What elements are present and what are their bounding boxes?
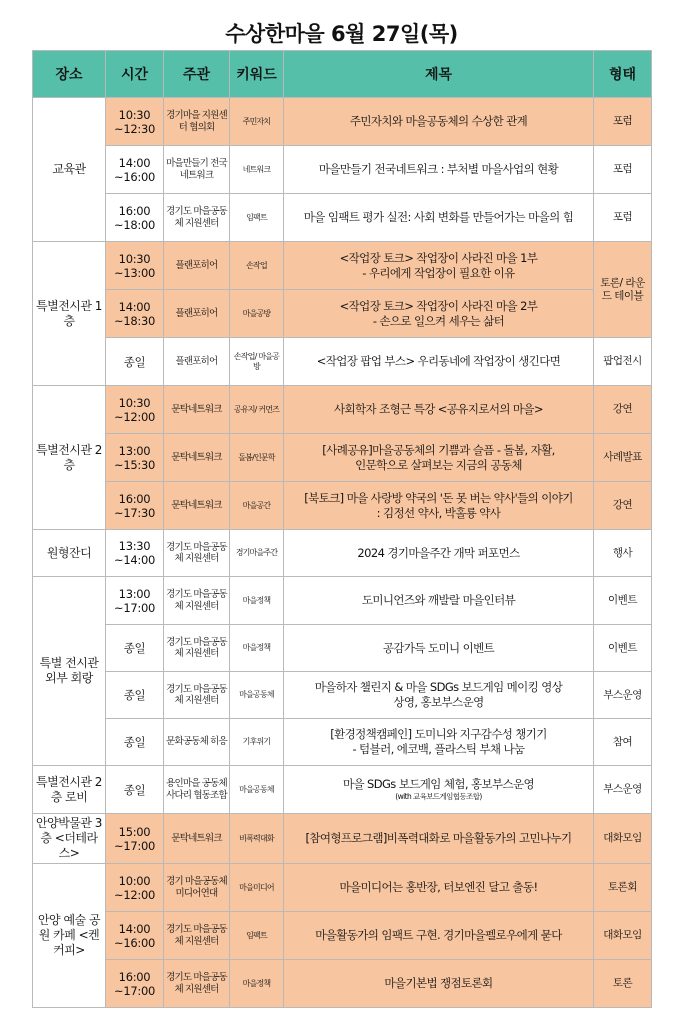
time-cell: 15:00 ~17:00 bbox=[106, 814, 164, 864]
title-line: [환경정책캠페인] 도미니와 지구감수성 챙기기 bbox=[330, 727, 547, 741]
place-cell: 안양 예술 공원 카페 <켄커피> bbox=[33, 864, 106, 1008]
title-line: - 우리에게 작업장이 필요한 이유 bbox=[362, 265, 515, 280]
title-cell: 마을활동가의 임팩트 구현. 경기마을펠로우에게 묻다 bbox=[284, 912, 594, 960]
type-cell: 부스운영 bbox=[594, 672, 652, 719]
host-cell: 경기도 마을공동체 지원센터 bbox=[164, 577, 230, 625]
host-cell: 문탁네트워크 bbox=[164, 482, 230, 530]
title-cell: 2024 경기마을주간 개막 퍼포먼스 bbox=[284, 530, 594, 577]
table-row bbox=[33, 98, 652, 146]
host-cell: 문탁네트워크 bbox=[164, 814, 230, 864]
type-cell: 토론/ 라운드 테이블 bbox=[594, 242, 652, 338]
keyword-cell: 주민자치 bbox=[230, 98, 284, 146]
time-cell: 16:00 ~18:00 bbox=[106, 194, 164, 242]
title-line: [북토크] 마을 사랑방 약국의 '돈 못 버는 약사'들의 이야기 bbox=[304, 490, 573, 505]
keyword-cell: 경기마을주간 bbox=[230, 530, 284, 577]
keyword-cell: 임팩트 bbox=[230, 912, 284, 960]
keyword-cell: 비폭력대화 bbox=[230, 814, 284, 864]
time-cell: 13:00 ~15:30 bbox=[106, 434, 164, 482]
type-cell: 포럼 bbox=[594, 98, 652, 146]
type-cell: 대화모임 bbox=[594, 814, 652, 864]
time-cell: 종일 bbox=[106, 719, 164, 766]
table-row bbox=[33, 482, 652, 530]
host-cell: 경기 마을공동체 미디어연대 bbox=[164, 864, 230, 912]
keyword-cell: 돌봄/인문학 bbox=[230, 434, 284, 482]
type-cell: 행사 bbox=[594, 530, 652, 577]
keyword-cell: 마을미디어 bbox=[230, 864, 284, 912]
type-cell: 대화모임 bbox=[594, 912, 652, 960]
keyword-cell: 마을정책 bbox=[230, 577, 284, 625]
table-row bbox=[33, 814, 652, 864]
place-cell: 특별전시관 2층 bbox=[33, 386, 106, 530]
header-type: 형태 bbox=[594, 51, 652, 98]
header-place: 장소 bbox=[33, 51, 106, 98]
header-row bbox=[33, 51, 652, 98]
keyword-cell: 마을공동체 bbox=[230, 766, 284, 814]
title-cell bbox=[284, 766, 594, 814]
title-cell bbox=[284, 482, 594, 530]
type-cell: 포럼 bbox=[594, 146, 652, 194]
header-title: 제목 bbox=[284, 51, 594, 98]
type-cell: 부스운영 bbox=[594, 766, 652, 814]
type-cell: 사례발표 bbox=[594, 434, 652, 482]
title-line: : 김정선 약사, 박홀룡 약사 bbox=[376, 505, 501, 520]
table-row bbox=[33, 386, 652, 434]
keyword-cell: 마을정책 bbox=[230, 625, 284, 672]
time-cell: 16:00 ~17:30 bbox=[106, 482, 164, 530]
host-cell: 마을만들기 전국 네트워크 bbox=[164, 146, 230, 194]
title-cell: [참여형프로그램]비폭력대화로 마을활동가의 고민나누기 bbox=[284, 814, 594, 864]
table-row bbox=[33, 194, 652, 242]
table-row bbox=[33, 146, 652, 194]
host-cell: 플랜포히어 bbox=[164, 242, 230, 290]
table-row bbox=[33, 912, 652, 960]
type-cell: 토론 bbox=[594, 960, 652, 1008]
table-row bbox=[33, 719, 652, 766]
place-cell: 안양박물관 3층 <더테라스> bbox=[33, 814, 106, 864]
table-row bbox=[33, 672, 652, 719]
time-cell: 종일 bbox=[106, 766, 164, 814]
place-cell: 특별전시관 2층 로비 bbox=[33, 766, 106, 814]
type-cell: 토론회 bbox=[594, 864, 652, 912]
table-row bbox=[33, 242, 652, 290]
host-cell: 경기도 마을공동체 지원센터 bbox=[164, 625, 230, 672]
title-line: 상영, 홍보부스운영 bbox=[393, 695, 484, 709]
schedule-table bbox=[32, 50, 652, 1008]
type-cell: 팝업전시 bbox=[594, 338, 652, 386]
title-cell: 주민자치와 마을공동체의 수상한 관계 bbox=[284, 98, 594, 146]
table-row bbox=[33, 530, 652, 577]
keyword-cell: 공유지/ 커먼즈 bbox=[230, 386, 284, 434]
title-line: 마을 SDGs 보드게임 체험, 홍보부스운영 bbox=[342, 777, 535, 791]
title-cell: 마을미디어는 홍반장, 터보엔진 달고 출동! bbox=[284, 864, 594, 912]
table-row bbox=[33, 290, 652, 338]
title-cell: 마을기본법 쟁점토론회 bbox=[284, 960, 594, 1008]
place-cell: 원형잔디 bbox=[33, 530, 106, 577]
type-cell: 이벤트 bbox=[594, 577, 652, 625]
host-cell: 경기도 마을공동체 지원센터 bbox=[164, 530, 230, 577]
time-cell: 10:30 ~12:00 bbox=[106, 386, 164, 434]
title-line: <작업장 토크> 작업장이 사라진 마을 1부 bbox=[339, 250, 538, 265]
host-cell: 경기도 마을공동체 지원센터 bbox=[164, 912, 230, 960]
keyword-cell: 네트워크 bbox=[230, 146, 284, 194]
keyword-cell: 마을공간 bbox=[230, 482, 284, 530]
type-cell: 참여 bbox=[594, 719, 652, 766]
host-cell: 문탁네트워크 bbox=[164, 434, 230, 482]
title-cell: <작업장 팝업 부스> 우리동네에 작업장이 생긴다면 bbox=[284, 338, 594, 386]
table-row bbox=[33, 577, 652, 625]
time-cell: 14:00 ~18:30 bbox=[106, 290, 164, 338]
table-row bbox=[33, 434, 652, 482]
time-cell: 10:30 ~12:30 bbox=[106, 98, 164, 146]
title-cell bbox=[284, 434, 594, 482]
host-cell: 경기도 마을공동체 지원센터 bbox=[164, 672, 230, 719]
keyword-cell: 기후위기 bbox=[230, 719, 284, 766]
header-keyword: 키워드 bbox=[230, 51, 284, 98]
host-cell: 플랜포히어 bbox=[164, 338, 230, 386]
keyword-cell: 마을공동체 bbox=[230, 672, 284, 719]
place-cell: 교육관 bbox=[33, 98, 106, 242]
host-cell: 경기도 마을공동체 지원센터 bbox=[164, 960, 230, 1008]
title-line: - 텀블러, 에코백, 플라스틱 부채 나눔 bbox=[352, 742, 525, 756]
title-line: <작업장 토크> 작업장이 사라진 마을 2부 bbox=[339, 298, 538, 313]
host-cell: 문화공동체 히응 bbox=[164, 719, 230, 766]
table-row bbox=[33, 864, 652, 912]
time-cell: 14:00 ~16:00 bbox=[106, 912, 164, 960]
host-cell: 경기도 마을공동체 지원센터 bbox=[164, 194, 230, 242]
title-cell bbox=[284, 672, 594, 719]
title-cell: 도미니언즈와 깨발랄 마을인터뷰 bbox=[284, 577, 594, 625]
table-row bbox=[33, 625, 652, 672]
time-cell: 16:00 ~17:00 bbox=[106, 960, 164, 1008]
table-row bbox=[33, 766, 652, 814]
type-cell: 강연 bbox=[594, 482, 652, 530]
host-cell: 경기마을 지원센터 협의회 bbox=[164, 98, 230, 146]
header-time: 시간 bbox=[106, 51, 164, 98]
table-row bbox=[33, 960, 652, 1008]
place-cell: 특별 전시관 외부 회랑 bbox=[33, 577, 106, 766]
title-subnote: (with 교육보드게임협동조합) bbox=[395, 792, 482, 801]
page-title: 수상한마을 6월 27일(목) bbox=[225, 22, 458, 46]
type-cell: 이벤트 bbox=[594, 625, 652, 672]
keyword-cell: 손작업/ 마을공방 bbox=[230, 338, 284, 386]
title-cell bbox=[284, 290, 594, 338]
type-cell: 강연 bbox=[594, 386, 652, 434]
host-cell: 플랜포히어 bbox=[164, 290, 230, 338]
title-line: - 손으로 일으켜 세우는 삶터 bbox=[372, 313, 505, 328]
table-row bbox=[33, 338, 652, 386]
keyword-cell: 마을정책 bbox=[230, 960, 284, 1008]
title-cell: 마을만들기 전국네트워크 : 부처별 마을사업의 현황 bbox=[284, 146, 594, 194]
keyword-cell: 임팩트 bbox=[230, 194, 284, 242]
header-host: 주관 bbox=[164, 51, 230, 98]
title-cell bbox=[284, 719, 594, 766]
host-cell: 문탁네트워크 bbox=[164, 386, 230, 434]
title-line: [사례공유]마을공동체의 기쁨과 슬픔 - 돌봄, 자활, bbox=[322, 442, 555, 457]
time-cell: 13:00 ~17:00 bbox=[106, 577, 164, 625]
title-cell: 사회학자 조형근 특강 <공유지로서의 마을> bbox=[284, 386, 594, 434]
place-cell: 특별전시관 1층 bbox=[33, 242, 106, 386]
time-cell: 10:30 ~13:00 bbox=[106, 242, 164, 290]
time-cell: 14:00 ~16:00 bbox=[106, 146, 164, 194]
title-cell: 마을 임팩트 평가 실전: 사회 변화를 만들어가는 마을의 힘 bbox=[284, 194, 594, 242]
time-cell: 종일 bbox=[106, 672, 164, 719]
title-cell bbox=[284, 242, 594, 290]
host-cell: 용인마을 공동체사다리 협동조합 bbox=[164, 766, 230, 814]
type-cell: 포럼 bbox=[594, 194, 652, 242]
keyword-cell: 손작업 bbox=[230, 242, 284, 290]
title-line: 인문학으로 살펴보는 지금의 공동체 bbox=[355, 457, 522, 472]
time-cell: 종일 bbox=[106, 625, 164, 672]
time-cell: 13:30 ~14:00 bbox=[106, 530, 164, 577]
title-cell: 공감가득 도미니 이벤트 bbox=[284, 625, 594, 672]
time-cell: 10:00 ~12:00 bbox=[106, 864, 164, 912]
keyword-cell: 마을공방 bbox=[230, 290, 284, 338]
time-cell: 종일 bbox=[106, 338, 164, 386]
title-line: 마을하자 챌린지 & 마을 SDGs 보드게임 메이킹 영상 bbox=[314, 680, 563, 694]
